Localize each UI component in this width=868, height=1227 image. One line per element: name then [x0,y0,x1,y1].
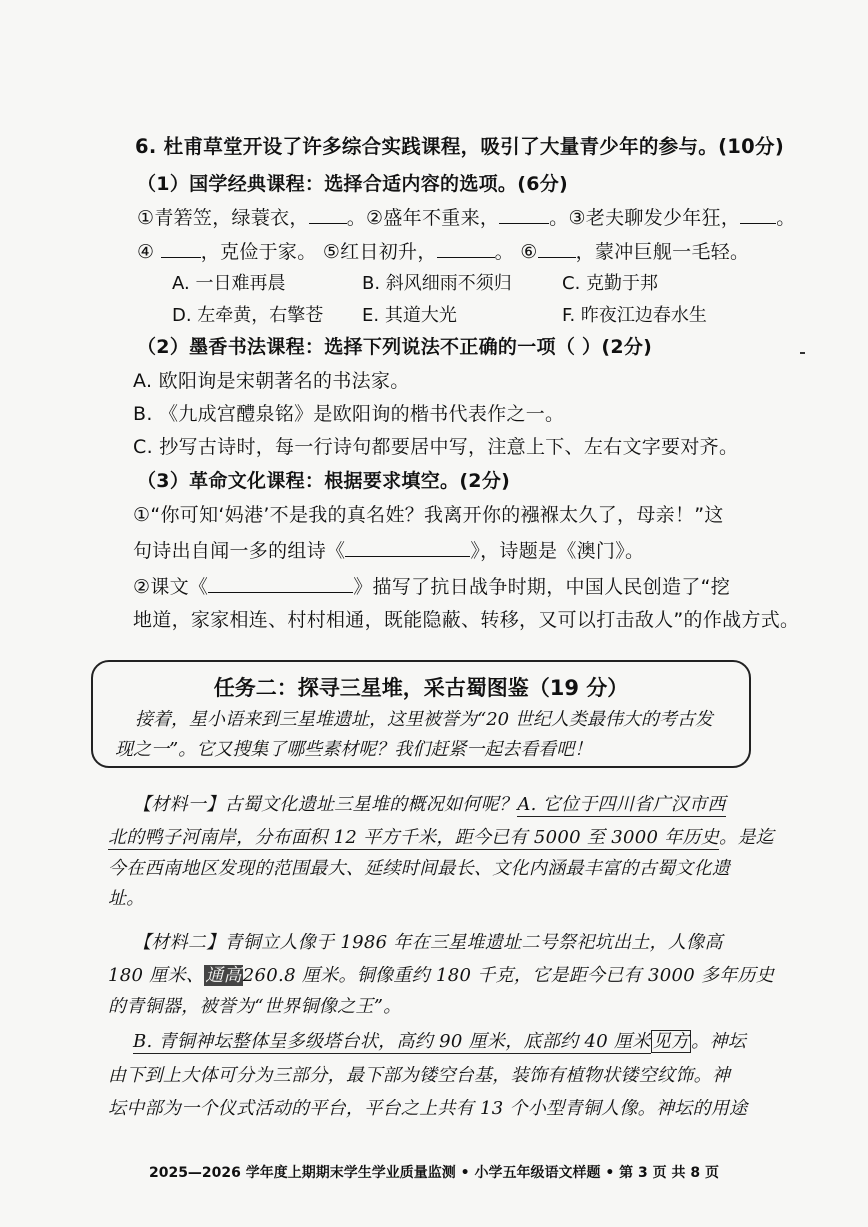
part-3-item-2-line-1 [133,574,730,599]
text: 。 ⑥ [494,241,538,263]
task-2-title: 任务二：探寻三星堆，采古蜀图鉴（19 分） [213,676,629,700]
text: ，克俭于家。 ⑤红日初升， [200,241,437,263]
material-1-line-4: 址。 [108,888,145,909]
question-6-title: 6. 杜甫草堂开设了许多综合实践课程，吸引了大量青少年的参与。(10分) [135,135,785,158]
text: 。③老夫聊发少年狂， [549,207,741,229]
material-1-line-3: 今在西南地区发现的范围最大、延续时间最长、文化内涵最丰富的古蜀文化遗 [108,858,731,879]
boxed-word: 见方 [652,1031,690,1052]
part-2-choice-b[interactable]: B. 《九成宫醴泉铭》是欧阳询的楷书代表作之一。 [133,403,565,425]
option-b[interactable]: B. 斜风细雨不须归 [362,273,512,294]
part-1-title: （1）国学经典课程：选择合适内容的选项。(6分) [137,173,569,195]
answer-blank-6[interactable] [538,239,576,258]
answer-blank-5[interactable] [437,239,495,258]
highlighted-word: 通高 [205,965,242,986]
page-footer: 2025—2026 学年度上期期末学生学业质量监测 • 小学五年级语文样题 • 第 3 页 共 8 页 [148,1165,720,1181]
option-c[interactable]: C. 克勤于邦 [562,273,659,294]
part-2-choice-c[interactable]: C. 抄写古诗时，每一行诗句都要居中写，注意上下、左右文字要对齐。 [133,436,739,458]
text: ④ [137,241,161,263]
part-3-item-2-line-2: 地道，家家相连、村村相通，既能隐蔽、转移，又可以打击敌人”的作战方式。 [133,609,800,631]
underlined-text: A. 它位于四川省广汉市西 [517,794,726,815]
task-2-intro-line-2: 现之一”。它又搜集了哪些素材呢？我们赶紧一起去看看吧！ [115,739,593,760]
text: ，蒙冲巨舰一毛轻。 [575,241,750,263]
material-2-line-5: 由下到上大体可分为三部分，最下部为镂空台基，装饰有植物状镂空纹饰。神 [108,1065,731,1086]
underlined-text: B. 青铜神坛整体呈多级塔台状，高约 90 厘米，底部约 40 厘米 [133,1031,651,1052]
scan-speck [800,352,805,354]
material-2-line-4 [133,1030,746,1054]
option-f[interactable]: F. 昨夜江边春水生 [562,305,707,326]
material-2-line-6: 坛中部为一个仪式活动的平台，平台之上共有 13 个小型青铜人像。神坛的用途 [108,1098,748,1119]
text: 【材料一】古蜀文化遗址三星堆的概况如何呢？ [133,794,518,815]
task-2-intro-line-1: 接着，星小语来到三星堆遗址，这里被誉为“20 世纪人类最伟大的考古发 [135,709,713,730]
text: 》描写了抗日战争时期，中国人民创造了“挖 [353,576,731,598]
answer-blank-7[interactable] [345,538,470,557]
text: ①青箬笠，绿蓑衣， [137,207,309,229]
text: 260.8 厘米。铜像重约 180 千克，它是距今已有 3000 多年历史 [242,965,775,986]
part-3-item-1-line-2 [133,538,644,563]
material-1-line-1 [133,793,726,817]
part-2-choice-a[interactable]: A. 欧阳询是宋朝著名的书法家。 [133,370,410,392]
answer-blank-1[interactable] [309,205,347,224]
answer-blank-8[interactable] [208,574,353,593]
task-2-box [91,660,751,768]
material-2-line-2 [108,964,774,988]
material-2-line-1: 【材料二】青铜立人像于 1986 年在三星堆遗址二号祭祀坑出土，人像高 [133,932,723,953]
option-a[interactable]: A. 一日难再晨 [172,273,286,294]
text: 》，诗题是《澳门》。 [470,540,645,562]
answer-blank-2[interactable] [499,205,549,224]
option-e[interactable]: E. 其道大光 [362,305,457,326]
answer-blank-3[interactable] [740,205,776,224]
material-2-line-3: 的青铜器，被誉为“世界铜像之王”。 [108,996,402,1017]
material-1-line-2 [108,826,774,850]
part-1-row-2 [137,239,749,264]
part-2-title: （2）墨香书法课程：选择下列说法不正确的一项（ ）(2分) [137,336,653,358]
text: 。②盛年不重来， [346,207,500,229]
part-3-title: （3）革命文化课程：根据要求填空。(2分) [137,470,511,492]
part-3-item-1-line-1: ①“你可知‘妈港’不是我的真名姓？我离开你的襁褓太久了，母亲！”这 [133,504,724,526]
underlined-text: 北的鸭子河南岸，分布面积 12 平方千米，距今已有 5000 至 3000 年历史 [108,827,720,848]
text: ②课文《 [133,576,209,598]
text: 180 厘米、 [108,965,205,986]
answer-blank-4[interactable] [161,239,201,258]
text: 。 [776,207,796,229]
option-d[interactable]: D. 左牵黄，右擎苍 [172,305,324,326]
text: 。是迄 [719,827,775,848]
text: 句诗出自闻一多的组诗《 [133,540,346,562]
part-1-row-1 [137,205,796,230]
text: 。神坛 [691,1031,747,1052]
